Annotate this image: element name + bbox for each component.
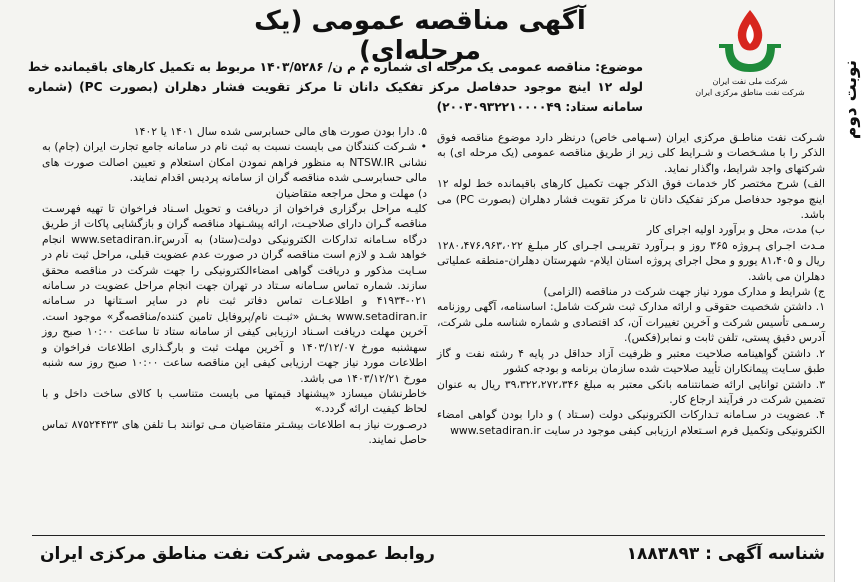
ad-title: آگهی مناقصه عمومی (یک مرحله‌ای): [254, 6, 586, 66]
right-column: [437, 130, 825, 438]
paragraph: • شـرکت کنندگان می بایست نسبت به ثبت نام در سامانه جامع تجارت ایران (جام) به نشانی NTSW.IR به منظور فراهم نمودن امکان استعلام و تعیین اصالت صورت های مالی حسابرسـی شده مناقصه گران از سامانه پردیس اقدام نمایند.: [42, 140, 427, 185]
paragraph: د) مهلت و محل مراجعه متقاضیان: [275, 186, 427, 200]
paragraph: درصـورت نیاز بـه اطلاعات بیشـتر متقاضیان مـی توانند بـا تلفن های ۸۷۵۲۴۴۳۳ تماس حاصل نمایند.: [42, 417, 427, 447]
paragraph: ۱. داشتن شخصیت حقوقی و ارائه مدارک ثبت شرکت شامل: اساسنامه، آگهی روزنامه رسـمی تأسیس شرکت و آخرین تغییرات آن، کد اقتصادی و شماره شناسه ملی شرکت، آدرس دقیق پستی، تلفن ثابت و نمابر(فکس).: [437, 300, 825, 345]
logo-line-2: شرکت نفت مناطق مرکزی ایران: [695, 88, 805, 97]
ad-footer: [32, 535, 825, 576]
paragraph: ج) شرایط و مدارک مورد نیاز جهت شرکت در مناقصه (الزامی): [543, 285, 825, 299]
paragraph: ب) مدت، محل و برآورد اولیه اجرای کار: [646, 223, 825, 237]
paragraph: ۵. دارا بودن صورت های مالی حسابرسی شده سال ۱۴۰۱ یا ۱۴۰۲: [133, 125, 427, 138]
company-logo: [675, 6, 825, 124]
side-tab: [834, 0, 865, 582]
paragraph: مـدت اجـرای پـروژه ۳۶۵ روز و بـرآورد تقریبـی اجـرای کار مبلـغ ۱۲۸۰،۴۷۶،۹۶۳،۰۲۲ ریال و ۸۱،۴۰۵ یورو و محل اجرای پروژه استان ایلام- شهرستان دهلران-منطقه عملیاتی دهلران می باشد.: [437, 238, 826, 283]
side-tab-label: نوبت دوم: [841, 60, 861, 140]
paragraph: ۴. عضویت در سـامانه تـدارکات الکترونیکی دولت (سـتاد ) و دارا بودن گواهی امضاء الکترونیکی وتکمیل فرم اسـتعلام ارزیابی کیفی موجود در سایت www.setadiran.ir: [437, 408, 825, 437]
paragraph: شـرکت نفت مناطـق مرکزی ایران (سـهامی خاص) درنظر دارد موضوع مناقصه فوق الذکر را با مشـخصات و شـرایط کلی زیر از طریق مناقصه عمومی (یک مرحله ای) به شرکتهای واجد شرایط، واگذار نماید.: [437, 131, 825, 175]
nioc-emblem-icon: [705, 6, 795, 76]
paragraph: ۲. داشتن گواهینامه صلاحیت معتبر و ظرفیت آزاد حداقل در پایه ۴ رشته نفت و گاز طبق سـایت پیمانکاران تأیید صلاحیت شده سازمان برنامه و بودجه کشور: [437, 346, 825, 376]
paragraph: کلیـه مراحل برگزاری فراخوان از دریافت و تحویل اسـناد فراخوان تا تهیه فهرسـت مناقصه گـران دارای صلاحیـت، ارائه پیشـنهاد مناقصه گران و بازگشایی پاکات از طریق درگاه سـامانه تدارکات الکترونیکی دولت(ستاد) به آدرسwww.setadiran.ir انجام خواهد شـد و لازم است مناقصه گران در صورت عدم عضویت قبلی، مراحل ثبت نام در سـایت مذکور و دریافت گواهی امضاءالکترونیکی را جهت شرکت در مناقصه محقق سازند. شماره تماس سـامانه سـتاد در تهران جهت انجام مراحل عضویت در سـامانه ۰۲۱-۴۱۹۳۴ و اطلاعـات تماس دفاتر ثبت نام در سایر اسـتانها در سـامانه www.setadiran.ir بخـش «ثبـت نام/پروفایل تامین کننده/مناقصه‌گر» موجود است. آخرین مهلت دریافت اسـناد ارزیابی کیفی از سامانه ستاد تا ساعت ۱۰:۰۰ صبح روز سهشنبه مورخ ۱۴۰۳/۱۲/۰۷ و آخرین مهلت ثبت و بارگـذاری اطلاعات فراخوان و اطلاعات مورد نیاز جهت ارزیابی کیفی این مناقصه ساعت ۱۰:۰۰ صبح روز سه شنبه مورخ ۱۴۰۳/۱۲/۲۱ می باشد.: [42, 202, 428, 385]
paragraph: الف) شرح مختصر کار خدمات فوق الذکر جهت تکمیل کارهای باقیمانده خط لوله ۱۲ اینچ موجود حدفاصل مرکز تفکیک دانان تا مرکز تقویت فشار دهلران (بصورت PC) می باشد.: [437, 177, 825, 222]
logo-line-1: شرکت ملی نفت ایران: [712, 77, 788, 86]
left-column: [42, 124, 427, 448]
paragraph: ۳. داشتن توانایی ارائه ضمانتنامه بانکی معتبر به مبلغ ۳۹،۳۲۲،۲۷۲،۳۴۶ ریال به عنوان تضمین شرکت در فرآیند ارجاع کار.: [437, 377, 825, 406]
paragraph: خاطرنشان میسازد «پیشنهاد قیمتها می بایست متناسب با کالای ساخت داخل و با لحاظ کیفیت ارائه گردد.»: [42, 386, 427, 416]
publisher: روابط عمومی شرکت نفت مناطق مرکزی ایران: [40, 544, 435, 564]
ad-number: شناسه آگهی : ۱۸۸۳۸۹۳: [626, 544, 825, 564]
ad-subject: موضوع: مناقصه عمومی یک مرحله ای شماره م م ن/ ۱۴۰۳/۵۲۸۶ مربوط به تکمیل کارهای باقیمانده خط لوله ۱۲ اینچ موجود حدفاصل مرکز تفکیک دانان تا مرکز تقویت فشار دهلران (بصورت PC) (شماره سامانه ستاد: ۲۰۰۳۰۹۳۲۲۱۰۰۰۰۴۹): [28, 60, 643, 114]
